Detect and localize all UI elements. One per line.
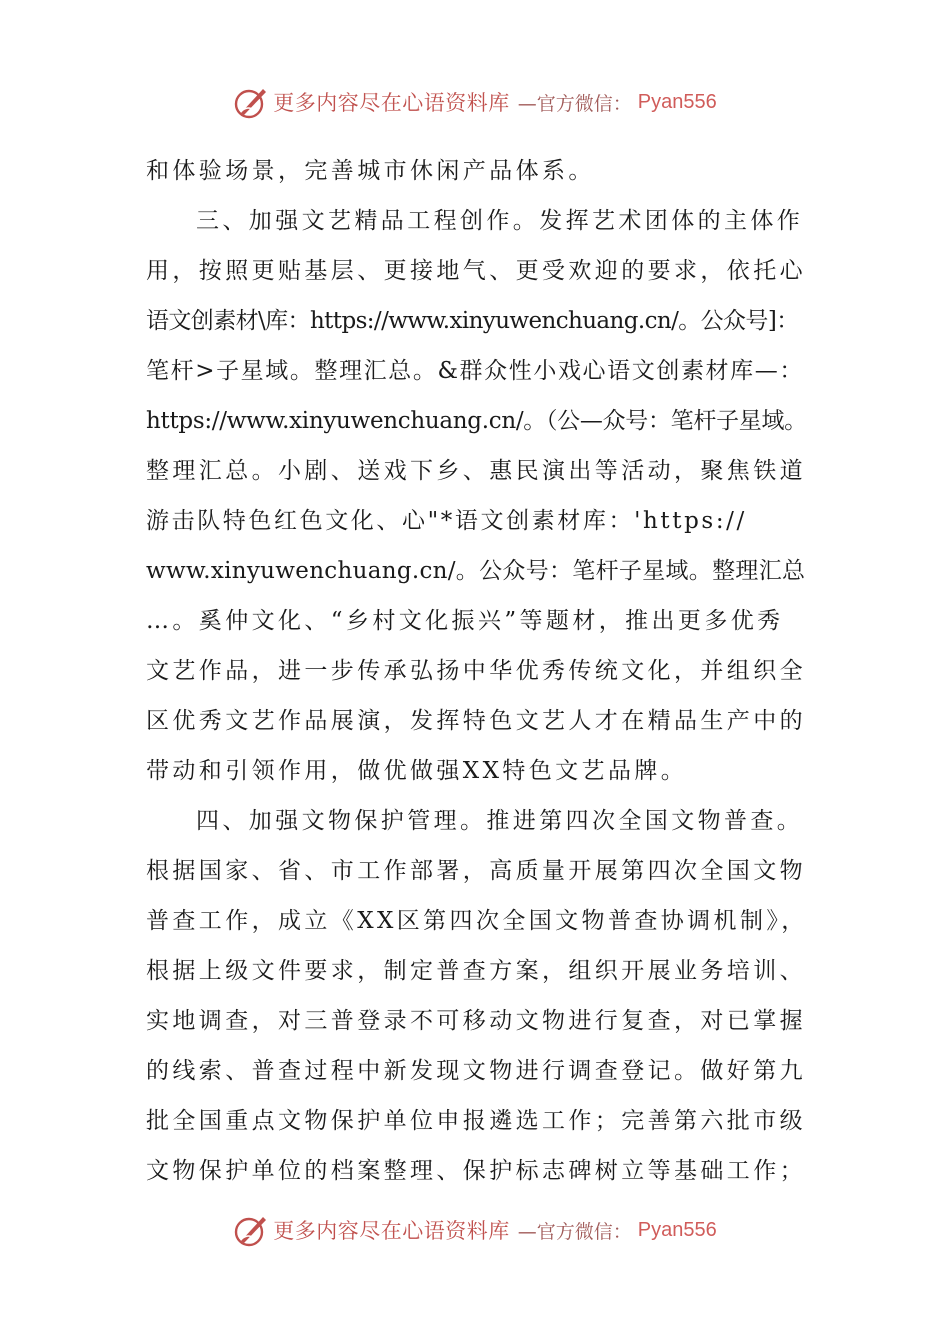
pen-logo-icon (233, 1212, 269, 1248)
text-line: www.xinyuwenchuang.cn/。公众号：笔杆子星域。整理汇总 (146, 558, 806, 584)
text-line: 三、加强文艺精品工程创作。发挥艺术团体的主体作 (196, 208, 804, 234)
text-line: 批全国重点文物保护单位申报遴选工作；完善第六批市级 (146, 1108, 806, 1134)
text-line: 区优秀文艺作品展演，发挥特色文艺人才在精品生产中的 (146, 708, 806, 734)
banner-separator: —官方微信： (517, 92, 632, 115)
text-line: 的线索、普查过程中新发现文物进行调查登记。做好第九 (146, 1058, 806, 1084)
header-banner-inner (233, 84, 716, 120)
text-line: 带动和引领作用，做优做强XX特色文艺品牌。 (146, 758, 688, 784)
text-line: 笔杆>子星域。整理汇总。&群众性小戏心语文创素材库—： (146, 358, 804, 384)
text-line: …。奚仲文化、“乡村文化振兴”等题材，推出更多优秀 (146, 608, 784, 634)
text-line: 文艺作品，进一步传承弘扬中华优秀传统文化，并组织全 (146, 658, 806, 684)
document-body (146, 146, 810, 1196)
banner-title: 更多内容尽在心语资料库 (273, 91, 510, 115)
text-line: 文物保护单位的档案整理、保护标志碑树立等基础工作； (146, 1158, 806, 1184)
text-line: 实地调查，对三普登录不可移动文物进行复查，对已掌握 (146, 1008, 806, 1034)
text-line: 四、加强文物保护管理。推进第四次全国文物普查。 (196, 808, 804, 834)
text-line: 语文创素材\库：https://www.xinyuwenchuang.cn/。公众号]： (146, 308, 799, 334)
pen-logo-icon (233, 84, 269, 120)
text-line: 根据国家、省、市工作部署，高质量开展第四次全国文物 (146, 858, 806, 884)
footer-banner (0, 1210, 950, 1250)
text-line: 用，按照更贴基层、更接地气、更受欢迎的要求，依托心 (146, 258, 806, 284)
banner-wechat-id: Pyan556 (637, 90, 717, 113)
banner-wechat-id: Pyan556 (637, 1218, 717, 1241)
banner-title: 更多内容尽在心语资料库 (273, 1219, 510, 1243)
banner-separator: —官方微信： (517, 1220, 632, 1243)
text-line: 和体验场景，完善城市休闲产品体系。 (146, 158, 595, 184)
text-line: 普查工作，成立《XX区第四次全国文物普查协调机制》， (146, 908, 808, 934)
header-banner (0, 82, 950, 122)
text-line: 根据上级文件要求，制定普查方案，组织开展业务培训、 (146, 958, 806, 984)
footer-banner-inner (233, 1212, 716, 1248)
text-line: 整理汇总。小剧、送戏下乡、惠民演出等活动，聚焦铁道 (146, 458, 806, 484)
text-line: 游击队特色红色文化、心"*语文创素材库：'https:// (146, 508, 747, 534)
text-line: https://www.xinyuwenchuang.cn/。（公—众号：笔杆子星域。 (146, 408, 807, 434)
